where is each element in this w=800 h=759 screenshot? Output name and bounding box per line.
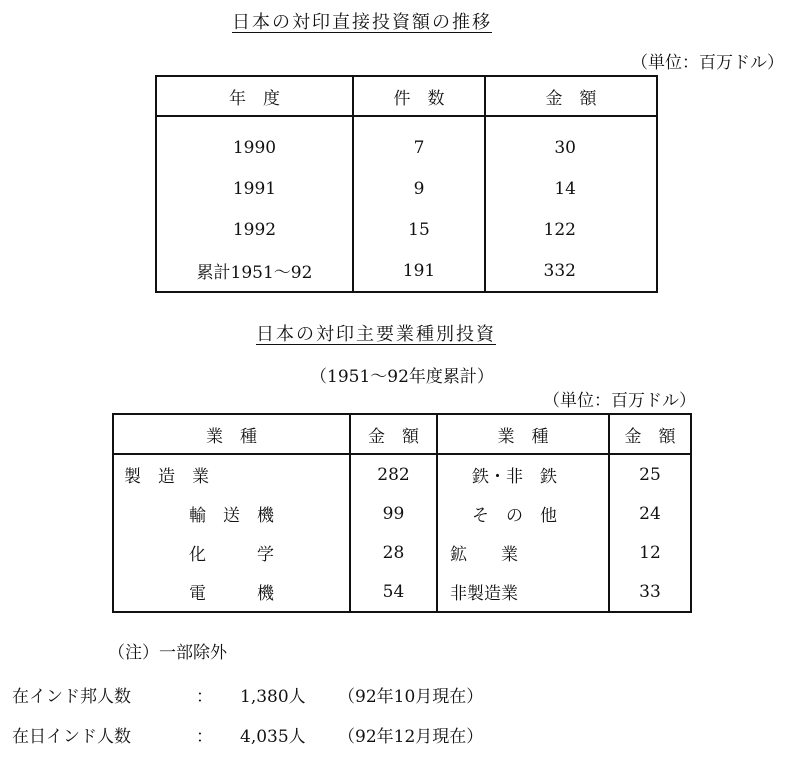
footer-value: 4,035人 — [240, 727, 306, 747]
table-row — [156, 116, 657, 168]
table-row — [113, 494, 691, 533]
header-year: 年 度 — [156, 76, 353, 116]
footer-value: 1,380人 — [240, 687, 306, 707]
table-header-row — [156, 76, 657, 116]
footer-line-indians — [12, 722, 131, 747]
footer-separator: ： — [196, 727, 213, 747]
cell-amount: 33 — [639, 581, 661, 602]
table-row — [113, 572, 691, 612]
cell-industry: 非製造業 — [437, 572, 609, 612]
cell-industry: そ の 他 — [437, 494, 609, 533]
cell-amount: 332 — [543, 260, 576, 281]
cell-industry: 輸 送 機 — [113, 494, 350, 533]
table-row — [156, 250, 657, 292]
cell-industry: 鉱 業 — [437, 533, 609, 572]
cell-amount: 28 — [350, 533, 437, 572]
table2-subtitle: （1951〜92年度累計） — [310, 367, 494, 387]
table1-unit: （単位：百万ドル） — [631, 53, 784, 73]
cell-industry: 電 機 — [113, 572, 350, 612]
table-row — [156, 168, 657, 209]
cell-amount: 54 — [350, 572, 437, 612]
footer-label: 在インド邦人数 — [12, 687, 131, 707]
header-industry: 業 種 — [437, 414, 609, 454]
table-row — [113, 454, 691, 494]
footer-date: （92年12月現在） — [338, 727, 484, 747]
table-row — [113, 533, 691, 572]
cell-amount: 30 — [554, 137, 576, 158]
cell-year: 1992 — [156, 209, 353, 250]
header-amount: 金 額 — [609, 414, 691, 454]
investment-trend-table — [155, 75, 658, 293]
cell-count: 7 — [353, 116, 485, 168]
cell-amount: 122 — [543, 219, 576, 240]
industry-investment-table — [112, 413, 692, 613]
cell-industry: 化 学 — [113, 533, 350, 572]
table2-unit: （単位：百万ドル） — [543, 391, 696, 411]
header-count: 件 数 — [353, 76, 485, 116]
cell-year: 1990 — [156, 116, 353, 168]
header-industry: 業 種 — [113, 414, 350, 454]
table-row — [156, 209, 657, 250]
footer-separator: ： — [196, 687, 213, 707]
table2-note: （注）一部除外 — [108, 643, 227, 663]
cell-industry: 製 造 業 — [113, 454, 350, 494]
cell-year: 1991 — [156, 168, 353, 209]
cell-amount: 25 — [639, 464, 661, 485]
cell-amount: 24 — [639, 503, 661, 524]
cell-count: 9 — [353, 168, 485, 209]
cell-amount: 12 — [639, 542, 661, 563]
header-amount: 金 額 — [350, 414, 437, 454]
cell-year: 累計1951〜92 — [156, 250, 353, 292]
footer-line-expats — [12, 682, 131, 707]
cell-amount: 282 — [350, 454, 437, 494]
table2-title: 日本の対印主要業種別投資 — [256, 324, 496, 345]
table-header-row — [113, 414, 691, 454]
table1-title: 日本の対印直接投資額の推移 — [232, 12, 492, 33]
cell-count: 191 — [353, 250, 485, 292]
footer-label: 在日インド人数 — [12, 727, 131, 747]
header-amount: 金 額 — [485, 76, 657, 116]
cell-amount: 99 — [350, 494, 437, 533]
cell-amount: 14 — [554, 178, 576, 199]
cell-count: 15 — [353, 209, 485, 250]
footer-date: （92年10月現在） — [338, 687, 484, 707]
cell-industry: 鉄・非 鉄 — [437, 454, 609, 494]
